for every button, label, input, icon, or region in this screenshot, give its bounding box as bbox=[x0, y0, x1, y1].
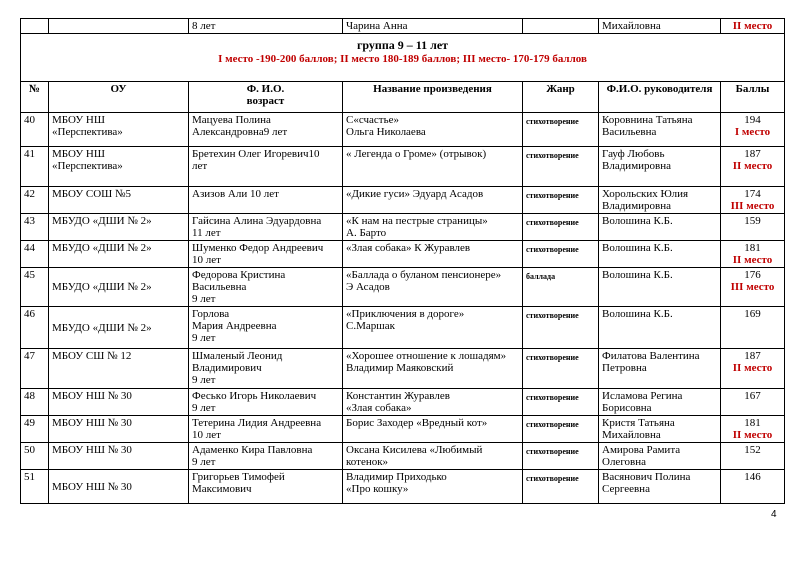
row-teacher-line: Амирова Рамита bbox=[602, 444, 681, 456]
row-org bbox=[49, 416, 189, 443]
row-org-line: МБОУ НШ bbox=[52, 148, 105, 160]
row-work-line: «Хорошее отношение к лошадям» bbox=[346, 350, 507, 362]
row-org bbox=[49, 187, 189, 214]
table-row bbox=[21, 241, 785, 268]
row-work-line: Э Асадов bbox=[346, 281, 390, 293]
table-row bbox=[21, 268, 785, 307]
row-work-line: С.Маршак bbox=[346, 320, 395, 332]
row-work-line: Владимир Приходько bbox=[346, 471, 447, 483]
header-fio bbox=[189, 82, 343, 113]
row-work bbox=[343, 416, 523, 443]
row-genre: стихотворение bbox=[523, 470, 599, 504]
row-teacher-line: Кристя Татьяна bbox=[602, 417, 675, 429]
row-teacher-line: Хорольских Юлия bbox=[602, 188, 689, 200]
row-org-line: МБОУ НШ № 30 bbox=[52, 417, 132, 429]
row-num: 43 bbox=[21, 214, 49, 241]
row-genre: стихотворение bbox=[523, 113, 599, 147]
row-work bbox=[343, 470, 523, 504]
header-org: ОУ bbox=[49, 82, 189, 113]
points-value: 181 bbox=[744, 417, 761, 429]
row-work-line: Ольга Николаева bbox=[346, 126, 426, 138]
row-genre: баллада bbox=[523, 268, 599, 307]
row-num: 51 bbox=[21, 470, 49, 504]
row-org-line: МБУДО «ДШИ № 2» bbox=[52, 281, 152, 293]
row-org bbox=[49, 470, 189, 504]
row-participant-line: Горлова bbox=[192, 308, 230, 320]
row-participant-line: 10 лет bbox=[192, 429, 221, 441]
table-row bbox=[21, 214, 785, 241]
row-points bbox=[721, 416, 785, 443]
row-org-line: МБУДО «ДШИ № 2» bbox=[52, 215, 152, 227]
row-points bbox=[721, 307, 785, 349]
table-row bbox=[21, 349, 785, 389]
row-participant bbox=[189, 389, 343, 416]
row-work-line: « Легенда о Громе» (отрывок) bbox=[346, 148, 487, 160]
row-work-line: котенок» bbox=[346, 456, 389, 468]
row-participant bbox=[189, 470, 343, 504]
row-work bbox=[343, 349, 523, 389]
points-value: 167 bbox=[744, 390, 761, 402]
row-org-line: МБУДО «ДШИ № 2» bbox=[52, 321, 152, 334]
row-participant-line: 9 лет bbox=[192, 456, 216, 468]
row-work-line: «Злая собака» К Журавлев bbox=[346, 242, 471, 254]
table-row bbox=[21, 443, 785, 470]
row-num: 50 bbox=[21, 443, 49, 470]
place-badge: II место bbox=[732, 254, 773, 266]
row-participant bbox=[189, 268, 343, 307]
row-genre: стихотворение bbox=[523, 307, 599, 349]
row-num: 41 bbox=[21, 147, 49, 187]
row-num: 40 bbox=[21, 113, 49, 147]
column-header-row bbox=[21, 82, 785, 113]
header-teacher: Ф.И.О. руководителя bbox=[599, 82, 721, 113]
table-row bbox=[21, 416, 785, 443]
row-work bbox=[343, 443, 523, 470]
row-teacher bbox=[599, 113, 721, 147]
row-participant-line: Феськo Игорь Николаевич bbox=[192, 390, 317, 402]
row-teacher-line: Васильевна bbox=[602, 126, 657, 138]
row-participant-line: Максимович bbox=[192, 483, 252, 495]
top-row-teacher: Михайловна bbox=[599, 19, 721, 34]
row-teacher-line: Филатова Валентина bbox=[602, 350, 700, 362]
row-teacher-line: Исламова Регина bbox=[602, 390, 683, 402]
row-teacher bbox=[599, 307, 721, 349]
row-genre: стихотворение bbox=[523, 214, 599, 241]
row-participant-line: 9 лет bbox=[192, 332, 216, 344]
row-participant-line: 9 лет bbox=[192, 402, 216, 414]
place-badge: II место bbox=[732, 160, 773, 172]
row-participant bbox=[189, 241, 343, 268]
place-badge: III место bbox=[730, 200, 775, 212]
row-num: 47 bbox=[21, 349, 49, 389]
row-num: 44 bbox=[21, 241, 49, 268]
row-org bbox=[49, 113, 189, 147]
header-num: № bbox=[21, 82, 49, 113]
points-value: 174 bbox=[744, 188, 761, 200]
row-teacher-line: Волошина К.Б. bbox=[602, 308, 673, 320]
table-row bbox=[21, 470, 785, 504]
row-participant-line: Федорова Кристина bbox=[192, 269, 286, 281]
row-org bbox=[49, 268, 189, 307]
row-org bbox=[49, 147, 189, 187]
row-work-line: «Про кошку» bbox=[346, 483, 409, 495]
row-teacher bbox=[599, 416, 721, 443]
row-points bbox=[721, 187, 785, 214]
row-teacher-line: Коровнина Татьяна bbox=[602, 114, 693, 126]
row-points bbox=[721, 443, 785, 470]
row-org-line: «Перспектива» bbox=[52, 160, 123, 172]
row-org bbox=[49, 349, 189, 389]
row-work bbox=[343, 187, 523, 214]
table-row bbox=[21, 187, 785, 214]
row-org-line: МБОУ СОШ №5 bbox=[52, 188, 132, 200]
row-org-line: МБОУ СШ № 12 bbox=[52, 350, 132, 362]
row-points bbox=[721, 389, 785, 416]
group-title: группа 9 – 11 лет bbox=[356, 38, 449, 52]
header-fio-label: Ф. И.О. bbox=[246, 83, 285, 95]
points-value: 159 bbox=[744, 215, 761, 227]
header-genre: Жанр bbox=[523, 82, 599, 113]
row-genre: стихотворение bbox=[523, 147, 599, 187]
row-genre: стихотворение bbox=[523, 416, 599, 443]
row-work bbox=[343, 268, 523, 307]
row-teacher-line: Сергеевна bbox=[602, 483, 650, 495]
row-work-line: Константин Журавлев bbox=[346, 390, 450, 402]
row-genre: стихотворение bbox=[523, 349, 599, 389]
row-org-line: МБОУ НШ № 30 bbox=[52, 480, 132, 493]
row-points bbox=[721, 113, 785, 147]
row-num: 48 bbox=[21, 389, 49, 416]
row-genre: стихотворение bbox=[523, 443, 599, 470]
row-teacher bbox=[599, 349, 721, 389]
row-teacher bbox=[599, 268, 721, 307]
row-points bbox=[721, 214, 785, 241]
top-row-name: Чарина Анна bbox=[343, 19, 523, 34]
row-org bbox=[49, 241, 189, 268]
points-value: 176 bbox=[744, 269, 761, 281]
row-participant-line: Азизов Али 10 лет bbox=[192, 188, 279, 200]
row-org-line: МБУДО «ДШИ № 2» bbox=[52, 242, 152, 254]
row-teacher-line: Гауф Любовь bbox=[602, 148, 665, 160]
row-participant-line: 9 лет bbox=[192, 374, 216, 386]
row-work-line: «К нам на пестрые страницы» bbox=[346, 215, 488, 227]
row-teacher-line: Владимировна bbox=[602, 160, 672, 172]
row-participant-line: Александровна9 лет bbox=[192, 126, 288, 138]
row-teacher-line: Петровна bbox=[602, 362, 647, 374]
row-participant bbox=[189, 113, 343, 147]
top-row-place: II место bbox=[721, 19, 785, 34]
row-work bbox=[343, 214, 523, 241]
row-num: 46 bbox=[21, 307, 49, 349]
row-num: 49 bbox=[21, 416, 49, 443]
row-teacher-line: Васянович Полина bbox=[602, 471, 691, 483]
row-participant bbox=[189, 214, 343, 241]
row-org-line: МБОУ НШ № 30 bbox=[52, 444, 132, 456]
row-points bbox=[721, 147, 785, 187]
row-org-line: МБОУ НШ № 30 bbox=[52, 390, 132, 402]
row-participant-line: Гайсина Алина Эдуардовна bbox=[192, 215, 322, 227]
row-participant-line: 10 лет bbox=[192, 254, 221, 266]
points-value: 169 bbox=[744, 308, 761, 320]
row-participant-line: лет bbox=[192, 160, 208, 172]
row-work bbox=[343, 389, 523, 416]
row-work bbox=[343, 113, 523, 147]
group-score-ranges: I место -190-200 баллов; II место 180-189 баллов; III место- 170-179 баллов bbox=[218, 53, 587, 65]
row-work-line: Борис Заходер «Вредный кот» bbox=[346, 417, 488, 429]
header-age-label: возраст bbox=[246, 95, 285, 107]
row-participant bbox=[189, 443, 343, 470]
table-row bbox=[21, 147, 785, 187]
row-work bbox=[343, 307, 523, 349]
row-genre: стихотворение bbox=[523, 187, 599, 214]
points-value: 194 bbox=[744, 114, 761, 126]
row-work-line: «Дикие гуси» Эдуард Асадов bbox=[346, 188, 484, 200]
row-org bbox=[49, 443, 189, 470]
place-badge: III место bbox=[730, 281, 775, 293]
row-org bbox=[49, 389, 189, 416]
row-org bbox=[49, 214, 189, 241]
points-value: 181 bbox=[744, 242, 761, 254]
row-teacher-line: Волошина К.Б. bbox=[602, 215, 673, 227]
row-work-line: С«счастье» bbox=[346, 114, 400, 126]
row-work bbox=[343, 147, 523, 187]
row-participant bbox=[189, 147, 343, 187]
points-value: 187 bbox=[744, 350, 761, 362]
row-teacher bbox=[599, 214, 721, 241]
row-participant bbox=[189, 416, 343, 443]
row-participant bbox=[189, 307, 343, 349]
row-teacher bbox=[599, 187, 721, 214]
row-org-line: МБОУ НШ bbox=[52, 114, 105, 126]
row-teacher-line: Волошина К.Б. bbox=[602, 242, 673, 254]
row-num: 42 bbox=[21, 187, 49, 214]
row-work-line: А. Барто bbox=[346, 227, 387, 239]
points-value: 146 bbox=[744, 471, 761, 483]
row-points bbox=[721, 268, 785, 307]
row-participant-line: Мацуева Полина bbox=[192, 114, 271, 126]
row-points bbox=[721, 349, 785, 389]
row-teacher bbox=[599, 443, 721, 470]
row-work bbox=[343, 241, 523, 268]
place-badge: II место bbox=[732, 362, 773, 374]
row-work-line: Оксана Кисилева «Любимый bbox=[346, 444, 483, 456]
row-org-line: «Перспектива» bbox=[52, 126, 123, 138]
row-work-line: «Баллада о буланом пенсионере» bbox=[346, 269, 502, 281]
row-participant-line: Васильевна bbox=[192, 281, 247, 293]
row-work-line: «Приключения в дороге» bbox=[346, 308, 465, 320]
row-participant-line: Шмаленый Леонид bbox=[192, 350, 283, 362]
row-teacher-line: Олеговна bbox=[602, 456, 647, 468]
row-participant-line: Адаменко Кира Павловна bbox=[192, 444, 313, 456]
table-row bbox=[21, 389, 785, 416]
row-teacher bbox=[599, 389, 721, 416]
results-table bbox=[20, 18, 785, 504]
row-points bbox=[721, 470, 785, 504]
place-badge: II место bbox=[732, 429, 773, 441]
row-participant-line: Владимирович bbox=[192, 362, 262, 374]
points-value: 187 bbox=[744, 148, 761, 160]
row-participant-line: Григорьев Тимофей bbox=[192, 471, 285, 483]
top-continuation-row bbox=[21, 19, 785, 34]
points-value: 152 bbox=[744, 444, 761, 456]
table-row bbox=[21, 113, 785, 147]
row-org bbox=[49, 307, 189, 349]
row-teacher-line: Михайловна bbox=[602, 429, 661, 441]
row-work-line: Владимир Маяковский bbox=[346, 362, 454, 374]
header-work: Название произведения bbox=[343, 82, 523, 113]
row-genre: стихотворение bbox=[523, 241, 599, 268]
table-row bbox=[21, 307, 785, 349]
row-participant-line: 9 лет bbox=[192, 293, 216, 305]
row-participant bbox=[189, 349, 343, 389]
row-work-line: «Злая собака» bbox=[346, 402, 412, 414]
row-teacher-line: Владимировна bbox=[602, 200, 672, 212]
row-points bbox=[721, 241, 785, 268]
row-participant-line: Бретехин Олег Игоревич10 bbox=[192, 148, 320, 160]
row-participant-line: Тетерина Лидия Андреевна bbox=[192, 417, 322, 429]
group-header-row bbox=[21, 34, 785, 82]
row-genre: стихотворение bbox=[523, 389, 599, 416]
row-participant-line: Шуменко Федор Андреевич bbox=[192, 242, 324, 254]
header-points: Баллы bbox=[721, 82, 785, 113]
row-num: 45 bbox=[21, 268, 49, 307]
row-teacher bbox=[599, 147, 721, 187]
page-number: 4 bbox=[771, 509, 777, 520]
row-participant-line: Мария Андреевна bbox=[192, 320, 277, 332]
row-participant bbox=[189, 187, 343, 214]
row-teacher bbox=[599, 241, 721, 268]
row-teacher-line: Борисовна bbox=[602, 402, 652, 414]
top-row-age: 8 лет bbox=[189, 19, 343, 34]
row-teacher-line: Волошина К.Б. bbox=[602, 269, 673, 281]
row-teacher bbox=[599, 470, 721, 504]
place-badge: I место bbox=[734, 126, 771, 138]
row-participant-line: 11 лет bbox=[192, 227, 221, 239]
